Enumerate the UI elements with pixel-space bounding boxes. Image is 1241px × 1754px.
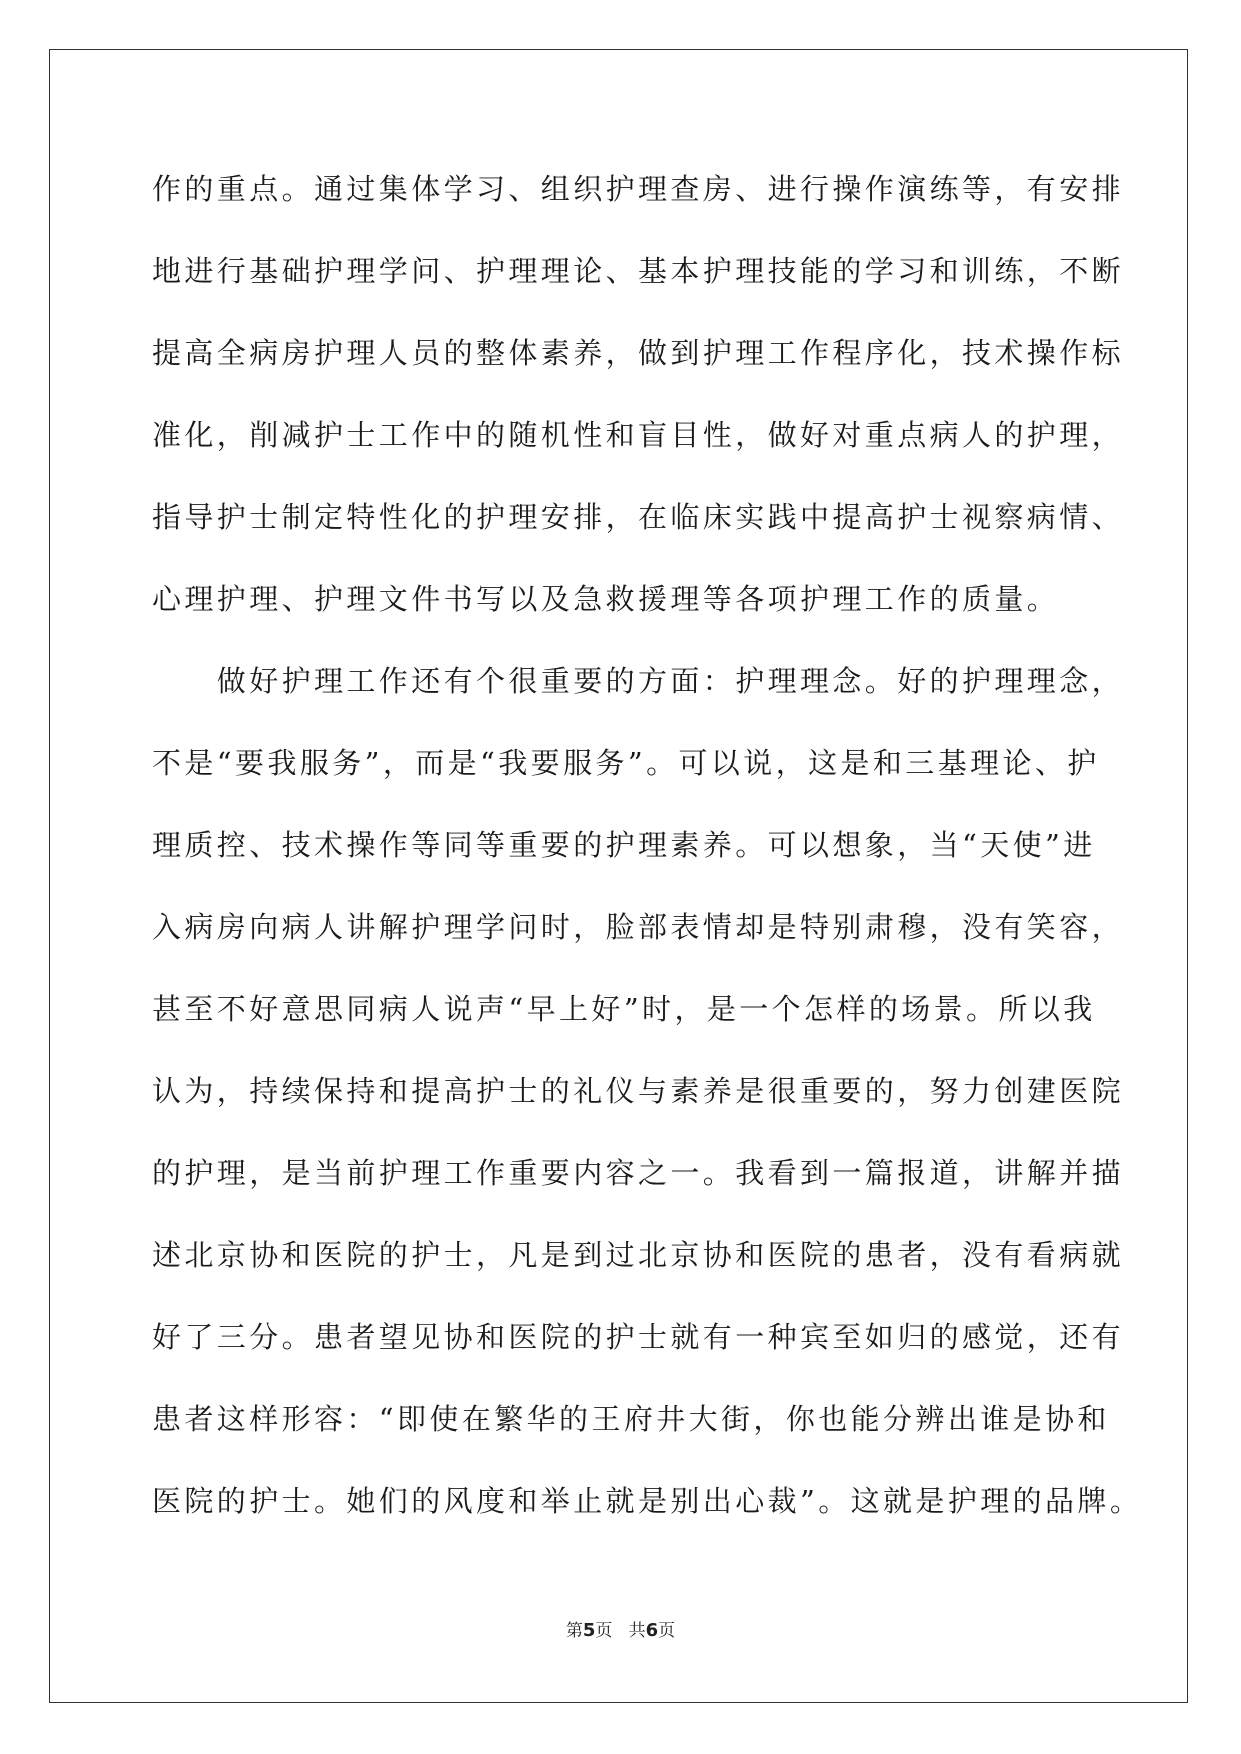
- text-line: 述北京协和医院的护士，凡是到过北京协和医院的患者，没有看病就: [152, 1238, 1125, 1272]
- text-line: 理质控、技术操作等同等重要的护理素养。可以想象，当“天使”进: [152, 828, 1096, 862]
- text-line: 准化，削减护士工作中的随机性和盲目性，做好对重点病人的护理，: [152, 418, 1125, 452]
- body-text: [152, 162, 1143, 1556]
- text-line: 提高全病房护理人员的整体素养，做到护理工作程序化，技术操作标: [152, 336, 1125, 370]
- text-line: 患者这样形容：“即使在繁华的王府井大街，你也能分辨出谁是协和: [152, 1402, 1110, 1436]
- text-line: 地进行基础护理学问、护理理论、基本护理技能的学习和训练，不断: [152, 254, 1125, 288]
- text-line: 不是“要我服务”，而是“我要服务”。可以说，这是和三基理论、护: [152, 746, 1100, 780]
- text-line: 甚至不好意思同病人说声“早上好”时，是一个怎样的场景。所以我: [152, 992, 1096, 1026]
- text-line: 心理护理、护理文件书写以及急救援理等各项护理工作的质量。: [152, 582, 1060, 616]
- total-suffix: 页: [658, 1621, 676, 1641]
- text-line: 指导护士制定特性化的护理安排，在临床实践中提高护士视察病情、: [152, 500, 1125, 534]
- text-line: 入病房向病人讲解护理学问时，脸部表情却是特别肃穆，没有笑容，: [152, 910, 1125, 944]
- text-line: 认为，持续保持和提高护士的礼仪与素养是很重要的，努力创建医院: [152, 1074, 1125, 1108]
- total-pages: 6: [645, 1620, 659, 1641]
- text-line: 做好护理工作还有个很重要的方面：护理理念。好的护理理念，: [152, 664, 1125, 698]
- text-line: 作的重点。通过集体学习、组织护理查房、进行操作演练等，有安排: [152, 172, 1125, 206]
- text-line: 医院的护士。她们的风度和举止就是别出心裁”。这就是护理的品牌。: [152, 1484, 1143, 1518]
- text-line: 好了三分。患者望见协和医院的护士就有一种宾至如归的感觉，还有: [152, 1320, 1125, 1354]
- text-line: 的护理，是当前护理工作重要内容之一。我看到一篇报道，讲解并描: [152, 1156, 1125, 1190]
- page-footer: [0, 1620, 1241, 1642]
- page-suffix: 页: [595, 1621, 613, 1641]
- total-prefix: 共: [628, 1621, 646, 1641]
- page-number: 5: [582, 1620, 596, 1641]
- page-prefix: 第: [565, 1621, 583, 1641]
